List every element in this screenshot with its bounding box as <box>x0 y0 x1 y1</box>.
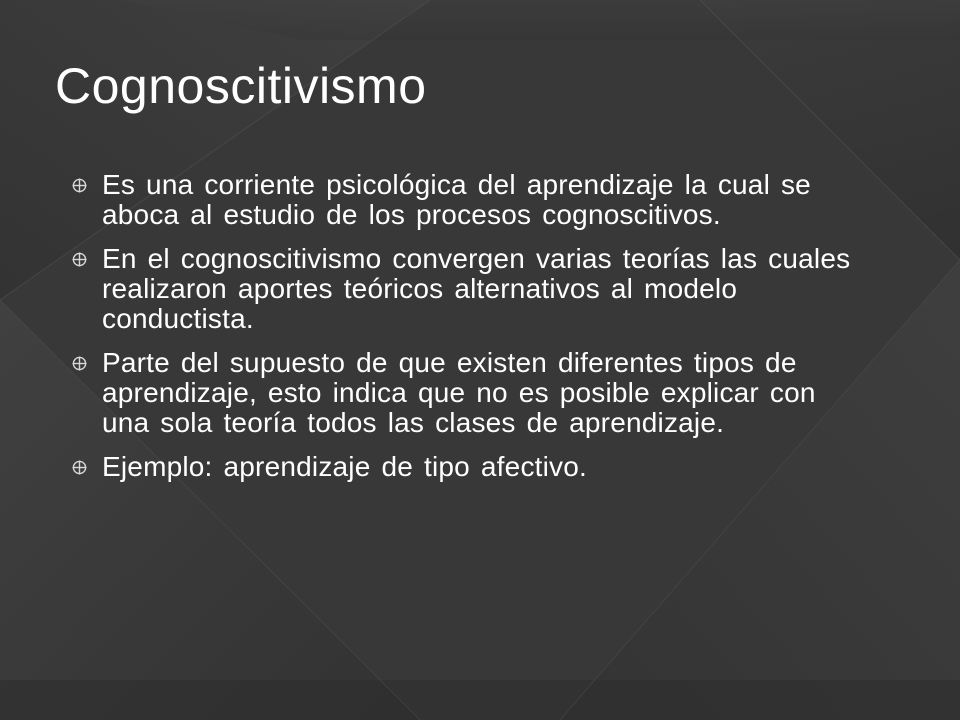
target-bullet-icon <box>72 356 87 371</box>
bullet-item <box>72 452 872 482</box>
bullet-item <box>72 170 872 230</box>
slide-title: Cognoscitivismo <box>55 58 427 114</box>
background-panel <box>0 680 960 720</box>
bullet-item <box>72 244 872 334</box>
bullet-text: En el cognoscitivismo convergen varias teorías las cuales realizaron aportes teóricos alternativos al modelo conductista. <box>102 243 851 334</box>
bullet-list <box>72 170 872 496</box>
bullet-text: Es una corriente psicológica del aprendizaje la cual se aboca al estudio de los procesos cognoscitivos. <box>102 169 811 230</box>
target-bullet-icon <box>72 460 87 475</box>
target-bullet-icon <box>72 178 87 193</box>
bullet-text: Parte del supuesto de que existen diferentes tipos de aprendizaje, esto indica que no es posible explicar con una sola teoría todos las clases de aprendizaje. <box>102 347 816 438</box>
bullet-text: Ejemplo: aprendizaje de tipo afectivo. <box>102 451 587 482</box>
bullet-item <box>72 348 872 438</box>
target-bullet-icon <box>72 252 87 267</box>
